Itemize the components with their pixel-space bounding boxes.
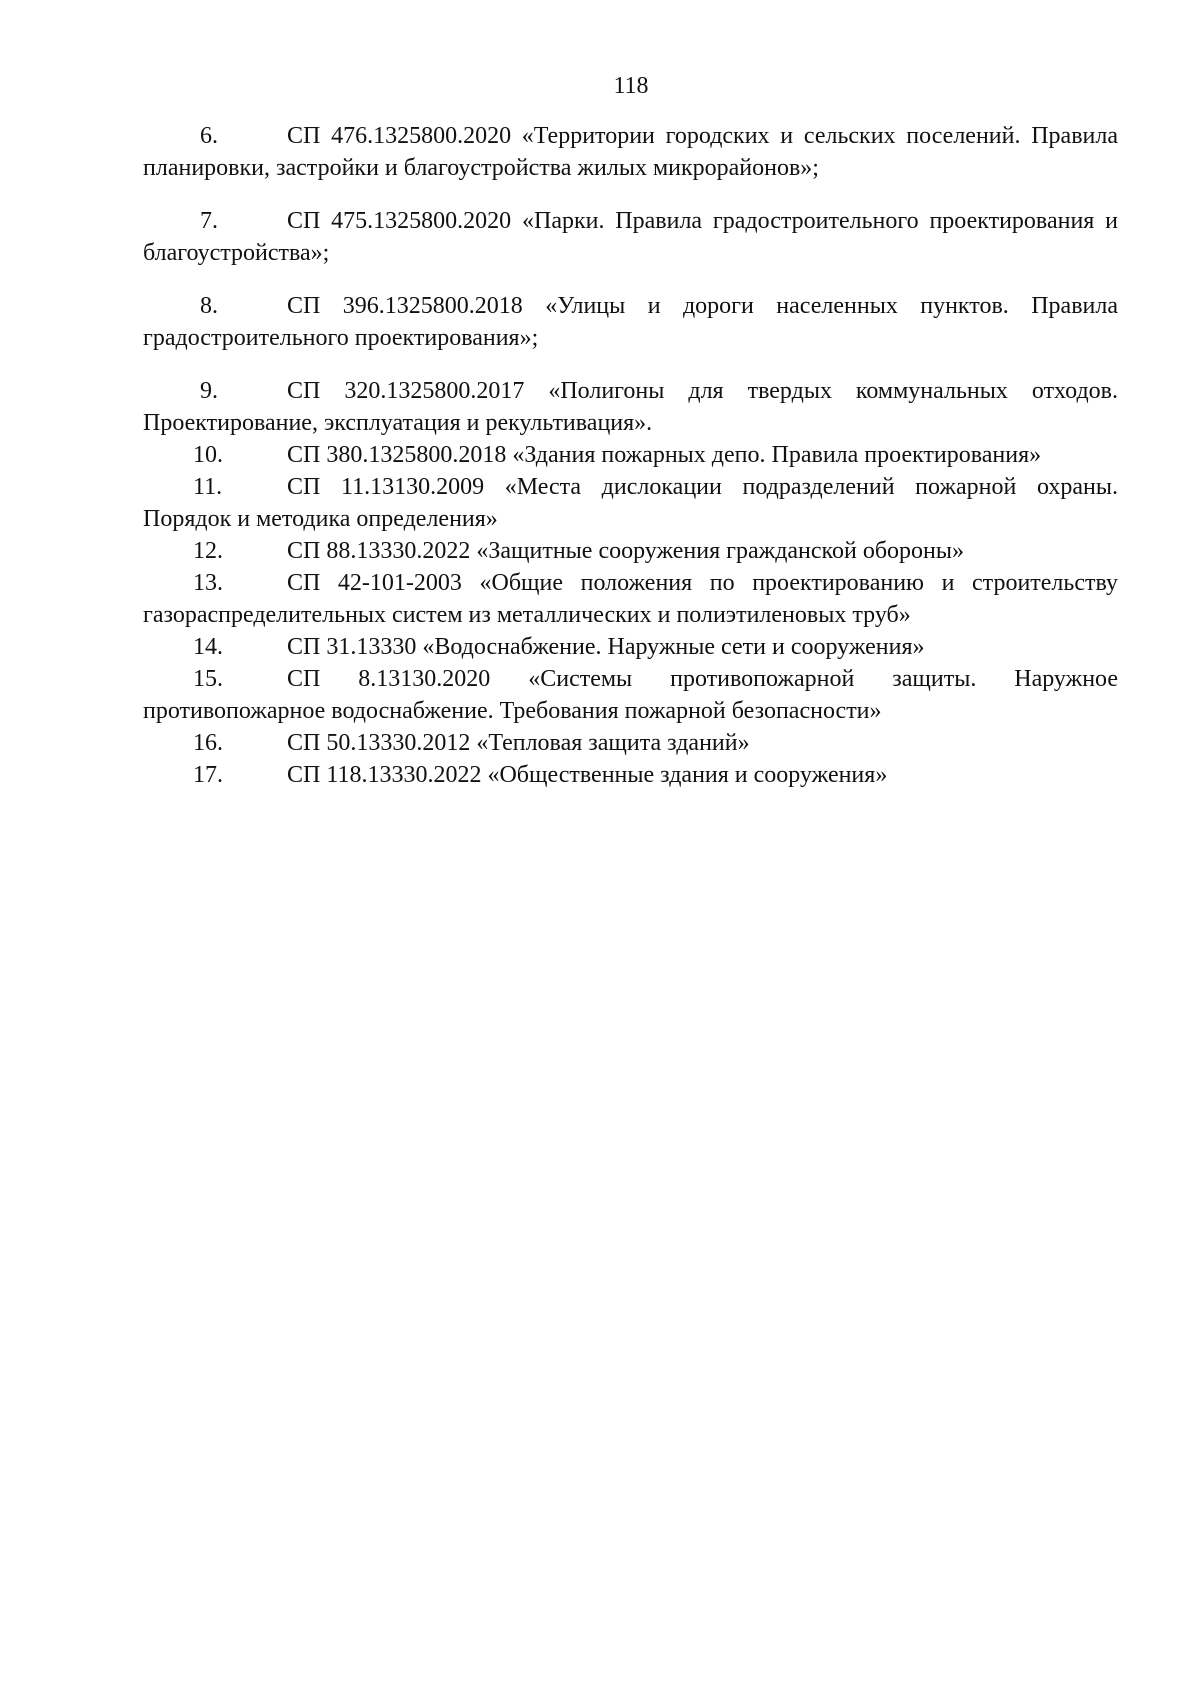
item-text: СП 320.1325800.2017 «Полигоны для твердых коммунальных отходов. Проектирование, эксплуатация и рекультивация».	[143, 378, 1118, 436]
item-text: СП 31.13330 «Водоснабжение. Наружные сети и сооружения»	[287, 634, 925, 660]
list-item	[143, 567, 1118, 631]
list-item	[143, 439, 1118, 471]
item-text: СП 476.1325800.2020 «Территории городских и сельских поселений. Правила планировки, застройки и благоустройства жилых микрорайонов»;	[143, 123, 1118, 181]
item-number: 9.	[200, 378, 218, 404]
item-number: 13.	[193, 570, 223, 596]
item-text: СП 8.13130.2020 «Системы противопожарной защиты. Наружное противопожарное водоснабжение. Требования пожарной безопасности»	[143, 666, 1118, 724]
item-text: СП 396.1325800.2018 «Улицы и дороги населенных пунктов. Правила градостроительного проектирования»;	[143, 293, 1118, 351]
page-number: 118	[613, 73, 649, 99]
list-item	[143, 290, 1118, 354]
item-number: 17.	[193, 762, 223, 788]
item-number: 10.	[193, 442, 223, 468]
item-number: 11.	[193, 474, 223, 500]
list-item	[143, 471, 1118, 535]
list-item	[143, 120, 1118, 184]
list-item	[143, 663, 1118, 727]
item-text: СП 11.13130.2009 «Места дислокации подразделений пожарной охраны. Порядок и методика определения»	[143, 474, 1118, 532]
list-item	[143, 727, 1118, 759]
item-number: 12.	[193, 538, 223, 564]
standards-list	[143, 120, 1118, 791]
item-text: СП 475.1325800.2020 «Парки. Правила градостроительного проектирования и благоустройства»;	[143, 208, 1118, 266]
item-text: СП 42-101-2003 «Общие положения по проектированию и строительству газораспределительных систем из металлических и полиэтиленовых труб»	[143, 570, 1118, 628]
item-text: СП 118.13330.2022 «Общественные здания и сооружения»	[287, 762, 888, 788]
item-number: 16.	[193, 730, 223, 756]
list-item	[143, 205, 1118, 269]
list-item	[143, 375, 1118, 439]
item-number: 14.	[193, 634, 223, 660]
item-number: 8.	[200, 293, 218, 319]
item-number: 7.	[200, 208, 218, 234]
item-text: СП 380.1325800.2018 «Здания пожарных депо. Правила проектирования»	[287, 442, 1042, 468]
item-text: СП 88.13330.2022 «Защитные сооружения гражданской обороны»	[287, 538, 965, 564]
item-text: СП 50.13330.2012 «Тепловая защита зданий»	[287, 730, 750, 756]
list-item	[143, 535, 1118, 567]
item-number: 15.	[193, 666, 223, 692]
item-number: 6.	[200, 123, 218, 149]
list-item	[143, 759, 1118, 791]
list-item	[143, 631, 1118, 663]
